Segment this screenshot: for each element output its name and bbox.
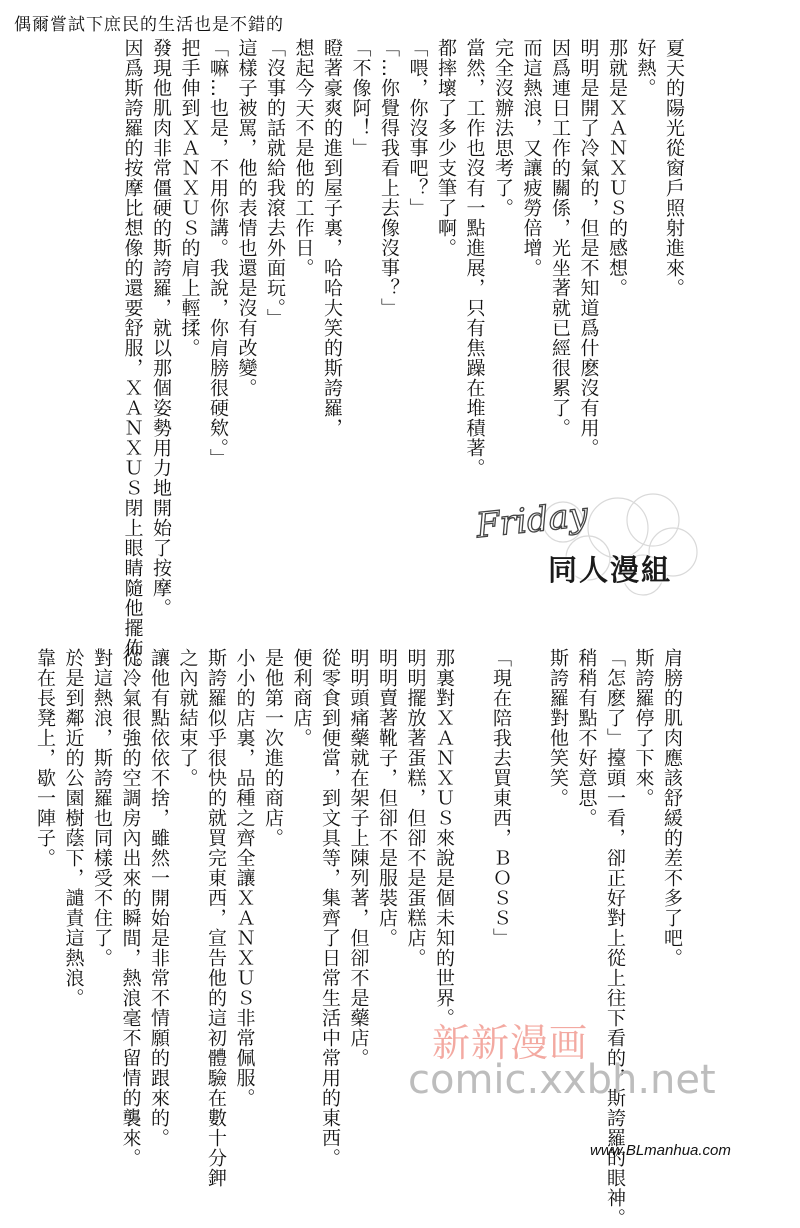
story-line: 夏天的陽光從窗戶照射進來。 (663, 38, 685, 298)
story-line: 於是到鄰近的公園樹蔭下，譴責這熱浪。 (62, 648, 85, 1008)
story-line: 明明頭痛藥就在架子上陳列著，但卻不是藥店。 (347, 648, 370, 1068)
story-line: 靠在長凳上，歇一陣子。 (34, 648, 56, 868)
story-line: 那裏對ＸＡＮＸＵＳ來說是個未知的世界。 (433, 648, 455, 1028)
story-line: 「…你覺得我看上去像沒事？」 (378, 38, 400, 318)
story-line: 都摔壞了多少支筆了啊。 (435, 38, 457, 258)
story-line: 從零食到便當，到文具等，集齊了日常生活中常用的東西。 (319, 648, 341, 1168)
watermark-cn: 新新漫画 (432, 1021, 589, 1065)
story-line: 瞪著豪爽的進到屋子裏，哈哈大笑的斯誇羅， (321, 38, 343, 438)
story-line: 明明是開了冷氣的，但是不知道爲什麽沒有用。 (577, 38, 600, 458)
story-line: 那就是ＸＡＮＸＵＳ的感想。 (606, 38, 628, 298)
story-line: 讓他有點依依不捨，雖然一開始是非常不情願的跟來的。 (148, 648, 170, 1148)
story-line: 小小的店裏，品種之齊全讓ＸＡＮＸＵＳ非常佩服。 (233, 648, 256, 1108)
logo-script: Friday (474, 494, 590, 547)
story-line: 明明賣著靴子，但卻不是服裝店。 (376, 648, 398, 948)
story-line: 從冷氣很強的空調房內出來的瞬間，熱浪毫不留情的襲來。 (119, 648, 142, 1168)
story-line: 發現他肌肉非常僵硬的斯誇羅，就以那個姿勢用力地開始了按摩。 (150, 38, 172, 618)
story-line: 斯誇羅似乎很快的就買完東西，宣告他的這初體驗在數十分鉀 (205, 648, 227, 1188)
story-line: 肩膀的肌肉應該舒緩的差不多了吧。 (661, 648, 683, 968)
story-line: 斯誇羅停了下來。 (632, 648, 655, 808)
story-line: 好熱。 (634, 38, 657, 98)
story-line: 而這熱浪，又讓疲勞倍增。 (520, 38, 543, 278)
story-line: 「嘛…也是，不用你講。我說，你肩膀很硬欸。」 (207, 38, 229, 469)
page-title: 偶爾嘗試下庶民的生活也是不錯的 (14, 15, 284, 35)
story-line: 因爲連日工作的關係，光坐著就已經很累了。 (549, 38, 571, 438)
story-line: 明明擺放著蛋糕，但卻不是蛋糕店。 (404, 648, 427, 968)
story-line: 稍稍有點不好意思。 (575, 648, 598, 828)
story-line: 「現在陪我去買東西，ＢＯＳＳ」 (490, 648, 512, 948)
story-line: 當然，工作也沒有一點進展，只有焦躁在堆積著。 (463, 38, 486, 478)
story-line: 「沒事的話就給我滾去外面玩。」 (264, 38, 286, 329)
story-line: 這樣子被罵，他的表情也還是沒有改變。 (235, 38, 258, 398)
footer-site: www.BLmanhua.com (590, 1142, 731, 1159)
story-line: 把手伸到ＸＡＮＸＵＳ的肩上輕揉。 (178, 38, 201, 358)
story-line: 完全沒辦法思考了。 (492, 38, 514, 218)
watermark-url: comic.xxbh.net (408, 1057, 716, 1103)
story-line: 想起今天不是他的工作日。 (292, 38, 315, 278)
story-line: 之內就結束了。 (176, 648, 199, 788)
story-line: 因爲斯誇羅的按摩比想像的還要舒服，ＸＡＮＸＵＳ閉上眼睛隨他擺佈。 (121, 38, 144, 678)
story-line: 斯誇羅對他笑笑。 (547, 648, 569, 808)
story-line: 對這熱浪，斯誇羅也同樣受不住了。 (91, 648, 113, 968)
story-line: 便利商店。 (290, 648, 313, 748)
story-line: 「怎麽了」擡頭一看，卻正好對上從上往下看的，斯誇羅的眼神。 (604, 648, 626, 1228)
logo-subtitle: 同人漫組 (548, 553, 673, 587)
story-line: 「不像阿！」 (349, 38, 372, 158)
story-line: 「喂，你沒事吧？」 (406, 38, 429, 218)
story-line: 是他第一次進的商店。 (262, 648, 284, 848)
